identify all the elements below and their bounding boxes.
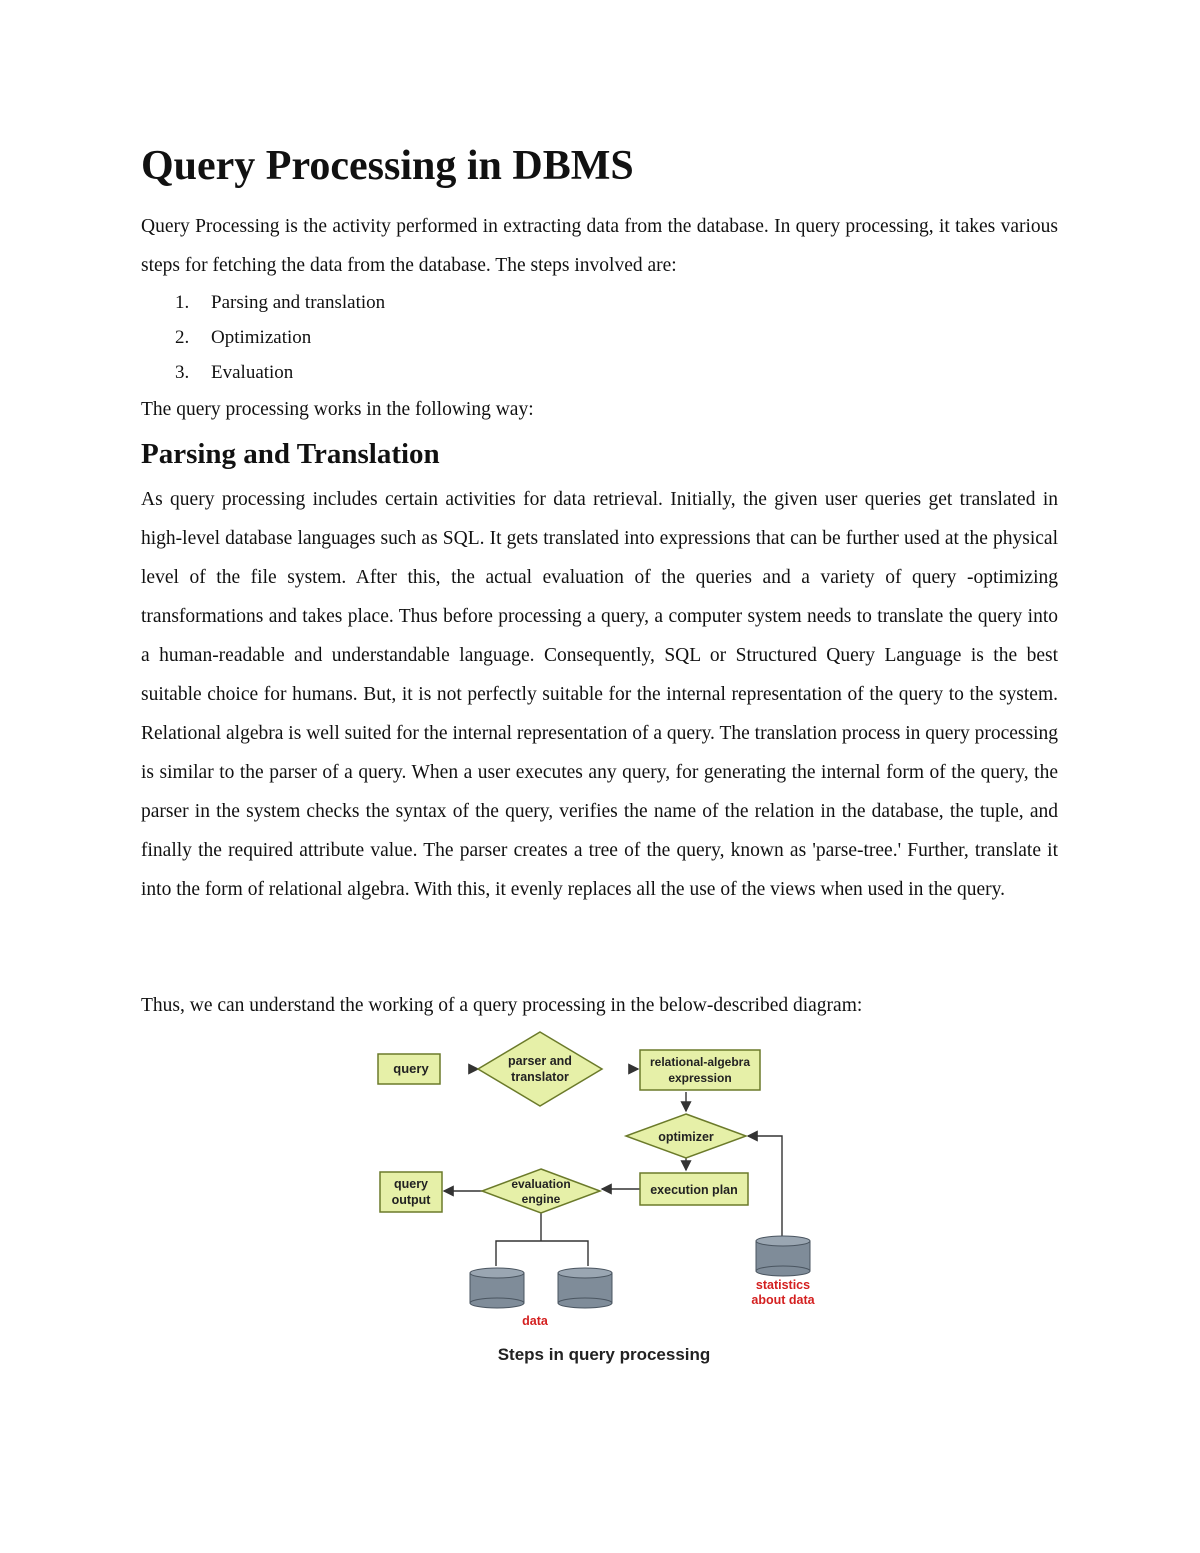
evaluation-label-line1: evaluation [511,1177,571,1191]
steps-list [141,285,385,390]
diagram-caption: Steps in query processing [497,1345,711,1364]
parser-label-line2: translator [511,1070,569,1084]
query-processing-diagram [370,1028,830,1378]
list-number: 2. [175,327,190,348]
relalg-label-line2: expression [668,1071,732,1085]
parser-diamond [478,1032,602,1106]
database-icon [470,1268,524,1308]
list-item [141,285,385,320]
database-icon [756,1236,810,1276]
output-label-line2: output [391,1193,431,1207]
connectors [444,1069,782,1266]
intro-paragraph: Query Processing is the activity performed in extracting data from the database. In query processing, it takes various steps for fetching the data from the database. The steps involved are: [141,216,1058,276]
query-label: query [393,1061,429,1076]
diagram-intro: Thus, we can understand the working of a query processing in the below-described diagram: [141,995,863,1016]
evaluation-engine-diamond [482,1169,600,1213]
list-number: 3. [175,362,190,383]
section-title: Parsing and Translation [141,438,440,470]
works-line: The query processing works in the following way: [141,399,534,420]
list-item [141,355,385,390]
list-label: Parsing and translation [211,292,386,313]
section-body: As query processing includes certain activities for data retrieval. Initially, the given user queries get translated in high-level database languages such as SQL. It gets translated into expressions that can be further used at the physical level of the file system. After this, the actual evaluation of the queries and a variety of query -optimizing transformations and takes place. Thus before processing a query, a computer system needs to translate the query into a human-readable and understandable language. Consequently, SQL or Structured Query Language is the best suitable choice for humans. But, it is not perfectly suitable for the internal representation of the query to the system. Relational algebra is well suited for the internal representation of a query. The translation process in query processing is similar to the parser of a query. When a user executes any query, for generating the internal form of the query, the parser in the system checks the syntax of the query, verifies the name of the relation in the database, the tuple, and finally the required attribute value. The parser creates a tree of the query, known as 'parse-tree.' Further, translate it into the form of relational algebra. With this, it evenly replaces all the use of the views when used in the query. [141,489,1058,900]
database-icon [558,1268,612,1308]
list-label: Optimization [211,327,312,348]
output-label-line1: query [393,1177,429,1191]
line-data-split [496,1241,588,1266]
arrow-stats-optimizer [748,1136,782,1236]
evaluation-label-line2: engine [521,1192,561,1206]
data-label: data [522,1314,548,1328]
optimizer-label: optimizer [658,1130,714,1144]
relalg-label-line1: relational-algebra [649,1055,751,1069]
execution-plan-label: execution plan [650,1183,738,1197]
parser-label-line1: parser and [508,1054,572,1068]
statistics-label-line1: statistics [755,1278,811,1292]
list-number: 1. [175,292,190,313]
statistics-label-line2: about data [751,1293,815,1307]
page-title: Query Processing in DBMS [141,143,634,189]
list-item [141,320,385,355]
list-label: Evaluation [211,362,294,383]
